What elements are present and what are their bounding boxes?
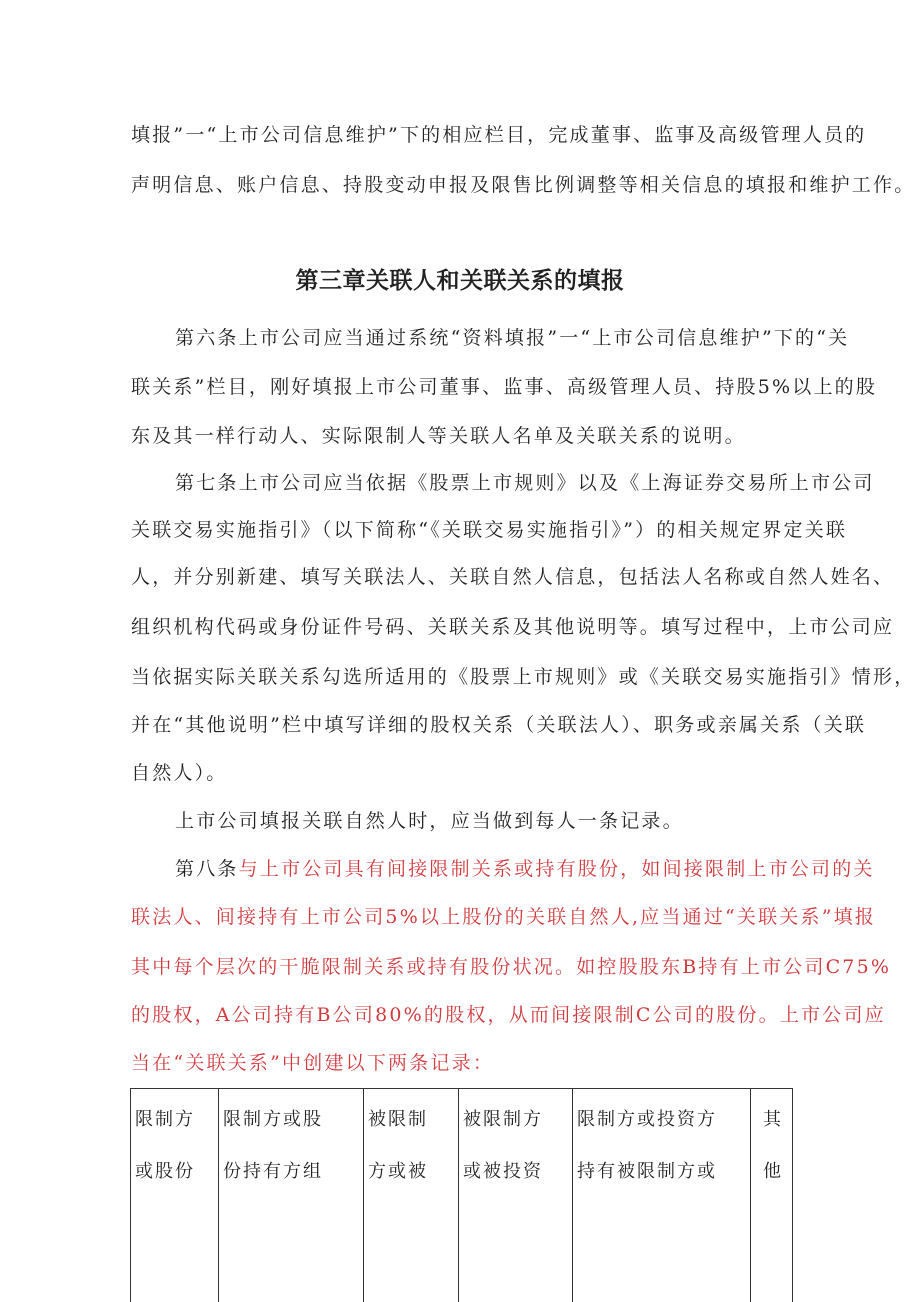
table-header-text: 或股份	[135, 1161, 195, 1182]
table-header-text: 方或被	[368, 1161, 428, 1182]
article-8-line: 的股权，A公司持有B公司80%的股权，从而间接限制C公司的股份。上市公司应	[131, 1004, 886, 1026]
paragraph-line: 声明信息、账户信息、持股变动申报及限售比例调整等相关信息的填报和维护工作。	[131, 174, 916, 196]
relation-table	[130, 1088, 793, 1302]
table-header-cell	[751, 1089, 793, 1302]
table-header-text: 被限制	[368, 1109, 428, 1130]
chapter-title: 第三章关联人和关联关系的填报	[295, 268, 625, 294]
article-7-line: 当依据实际关联关系勾选所适用的《股票上市规则》或《关联交易实施指引》情形，	[131, 666, 916, 688]
table-header-cell	[364, 1089, 459, 1302]
note-line: 上市公司填报关联自然人时，应当做到每人一条记录。	[175, 810, 684, 832]
article-6-line: 联关系”栏目，刚好填报上市公司董事、监事、高级管理人员、持股5%以上的股	[131, 376, 878, 398]
table-header-text: 限制方或投资方	[577, 1109, 717, 1130]
article-8-line	[175, 854, 875, 881]
table-header-text: 持有被限制方或	[577, 1161, 717, 1182]
article-6-line: 第六条上市公司应当通过系统“资料填报”一“上市公司信息维护”下的“关	[175, 327, 850, 349]
table-header-text: 限制方或股	[223, 1109, 323, 1130]
article-7-line: 组织机构代码或身份证件号码、关联关系及其他说明等。填写过程中，上市公司应	[131, 616, 895, 638]
table-header-text: 他	[763, 1161, 783, 1182]
table-header-text: 限制方	[135, 1109, 195, 1130]
article-8-label: 第八条	[175, 858, 239, 880]
table-header-text: 份持有方组	[223, 1161, 323, 1182]
article-8-line: 联法人、间接持有上市公司5%以上股份的关联自然人,应当通过“关联关系”填报	[131, 906, 877, 928]
article-6-line: 东及其一样行动人、实际限制人等关联人名单及关联关系的说明。	[131, 425, 746, 447]
article-8-line: 其中每个层次的干脆限制关系或持有股份状况。如控股股东B持有上市公司C75%	[131, 956, 892, 978]
table-header-text: 其	[763, 1109, 783, 1130]
table-header-text: 或被投资	[463, 1161, 543, 1182]
article-7-line: 并在“其他说明”栏中填写详细的股权关系（关联法人）、职务或亲属关系（关联	[131, 714, 867, 736]
article-7-line: 关联交易实施指引》（以下简称“《关联交易实施指引》”）的相关规定界定关联	[131, 519, 848, 541]
article-8-line: 当在“关联关系”中创建以下两条记录：	[131, 1052, 495, 1074]
paragraph-line: 填报”一“上市公司信息维护”下的相应栏目，完成董事、监事及高级管理人员的	[131, 124, 867, 146]
table-header-cell	[219, 1089, 364, 1302]
article-8-text: 与上市公司具有间接限制关系或持有股份，如间接限制上市公司的关	[238, 858, 875, 880]
article-7-line: 自然人）。	[131, 762, 228, 784]
table-header-cell	[459, 1089, 573, 1302]
table-header-cell	[573, 1089, 751, 1302]
table-header-cell	[131, 1089, 219, 1302]
article-7-line: 人，并分别新建、填写关联法人、关联自然人信息，包括法人名称或自然人姓名、	[131, 566, 895, 588]
table-header-text: 被限制方	[463, 1109, 543, 1130]
article-7-line: 第七条上市公司应当依据《股票上市规则》以及《上海证券交易所上市公司	[175, 472, 875, 494]
